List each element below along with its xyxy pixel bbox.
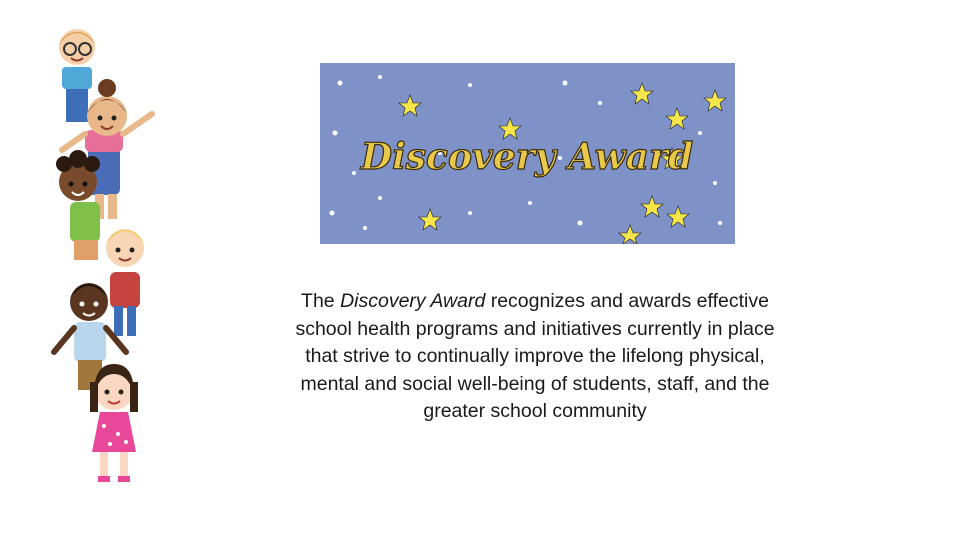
kid-blond bbox=[106, 229, 144, 336]
award-name-emphasis: Discovery Award bbox=[340, 290, 486, 312]
description-lead: The bbox=[301, 290, 341, 312]
banner-title: Discovery Award bbox=[360, 136, 694, 178]
award-description bbox=[290, 288, 780, 426]
description-rest: recognizes and awards effective school health programs and initiatives currently in place that strive to continually improve the lifelong physical, mental and social well-being of students, staff, and the greater school community bbox=[295, 290, 775, 422]
kid-with-curly-hair bbox=[56, 150, 100, 260]
discovery-award-banner bbox=[320, 63, 735, 244]
children-illustration bbox=[40, 22, 175, 492]
kid-girl-pink bbox=[90, 364, 138, 482]
